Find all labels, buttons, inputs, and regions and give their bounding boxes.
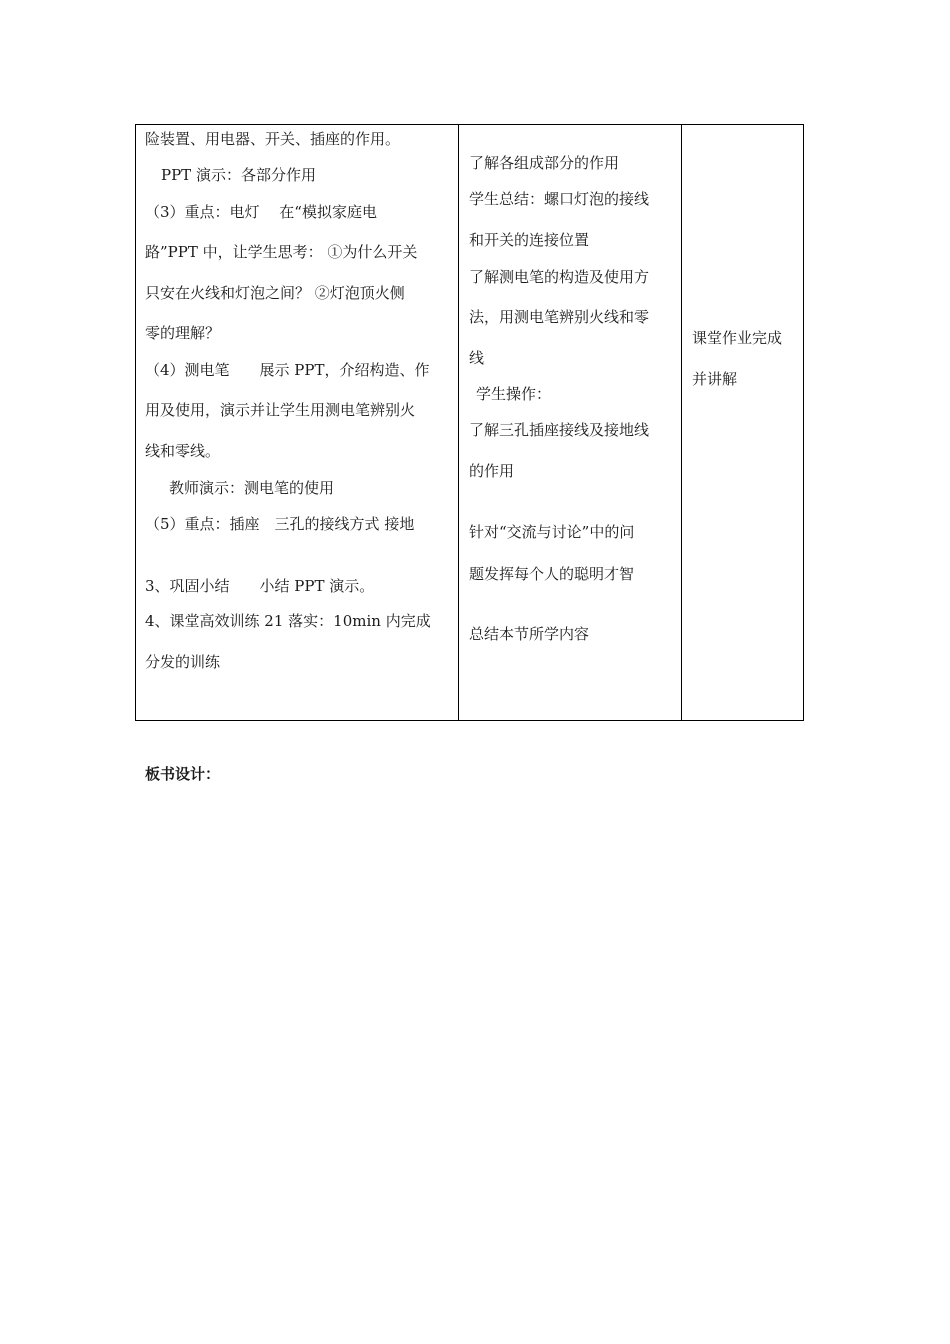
student-activity-line: 和开关的连接位置: [469, 231, 590, 249]
notes-line: 并讲解: [692, 370, 738, 388]
teacher-activity-line: 3、巩固小结 小结 PPT 演示。: [145, 577, 375, 595]
column-divider: [681, 125, 682, 720]
student-activity-line: 了解各组成部分的作用: [469, 154, 620, 172]
lesson-table: [135, 124, 804, 721]
student-activity-line: 学生操作：: [476, 385, 552, 403]
teacher-activity-line: （4）测电笔 展示 PPT，介绍构造、作: [145, 361, 430, 379]
teacher-activity-line: （5）重点：插座 三孔的接线方式 接地: [145, 515, 415, 533]
student-activity-line: 的作用: [469, 462, 515, 480]
student-activity-line: 总结本节所学内容: [469, 625, 590, 643]
student-activity-line: 法，用测电笔辨别火线和零: [469, 308, 650, 326]
student-activity-line: 了解三孔插座接线及接地线: [469, 421, 650, 439]
student-activity-line: 题发挥每个人的聪明才智: [469, 565, 635, 583]
column-divider: [458, 125, 459, 720]
teacher-activity-line: 险装置、用电器、开关、插座的作用。: [145, 130, 401, 148]
board-design-heading: 板书设计：: [145, 765, 221, 783]
teacher-activity-line: 分发的训练: [145, 653, 221, 671]
teacher-activity-line: PPT 演示：各部分作用: [161, 166, 316, 184]
teacher-activity-line: （3）重点：电灯 在“模拟家庭电: [145, 203, 377, 221]
teacher-activity-line: 路”PPT 中，让学生思考： ①为什么开关: [145, 243, 418, 261]
student-activity-line: 针对“交流与讨论”中的问: [469, 523, 635, 541]
teacher-activity-line: 教师演示：测电笔的使用: [169, 479, 335, 497]
teacher-activity-line: 4、课堂高效训练 21 落实：10min 内完成: [145, 612, 431, 630]
teacher-activity-line: 线和零线。: [145, 442, 221, 460]
student-activity-line: 学生总结：螺口灯泡的接线: [469, 190, 650, 208]
teacher-activity-line: 用及使用，演示并让学生用测电笔辨别火: [145, 401, 416, 419]
teacher-activity-line: 零的理解？: [145, 324, 221, 342]
notes-line: 课堂作业完成: [692, 329, 783, 347]
student-activity-line: 了解测电笔的构造及使用方: [469, 268, 650, 286]
teacher-activity-line: 只安在火线和灯泡之间？ ②灯泡顶火侧: [145, 284, 405, 302]
student-activity-line: 线: [469, 349, 485, 367]
